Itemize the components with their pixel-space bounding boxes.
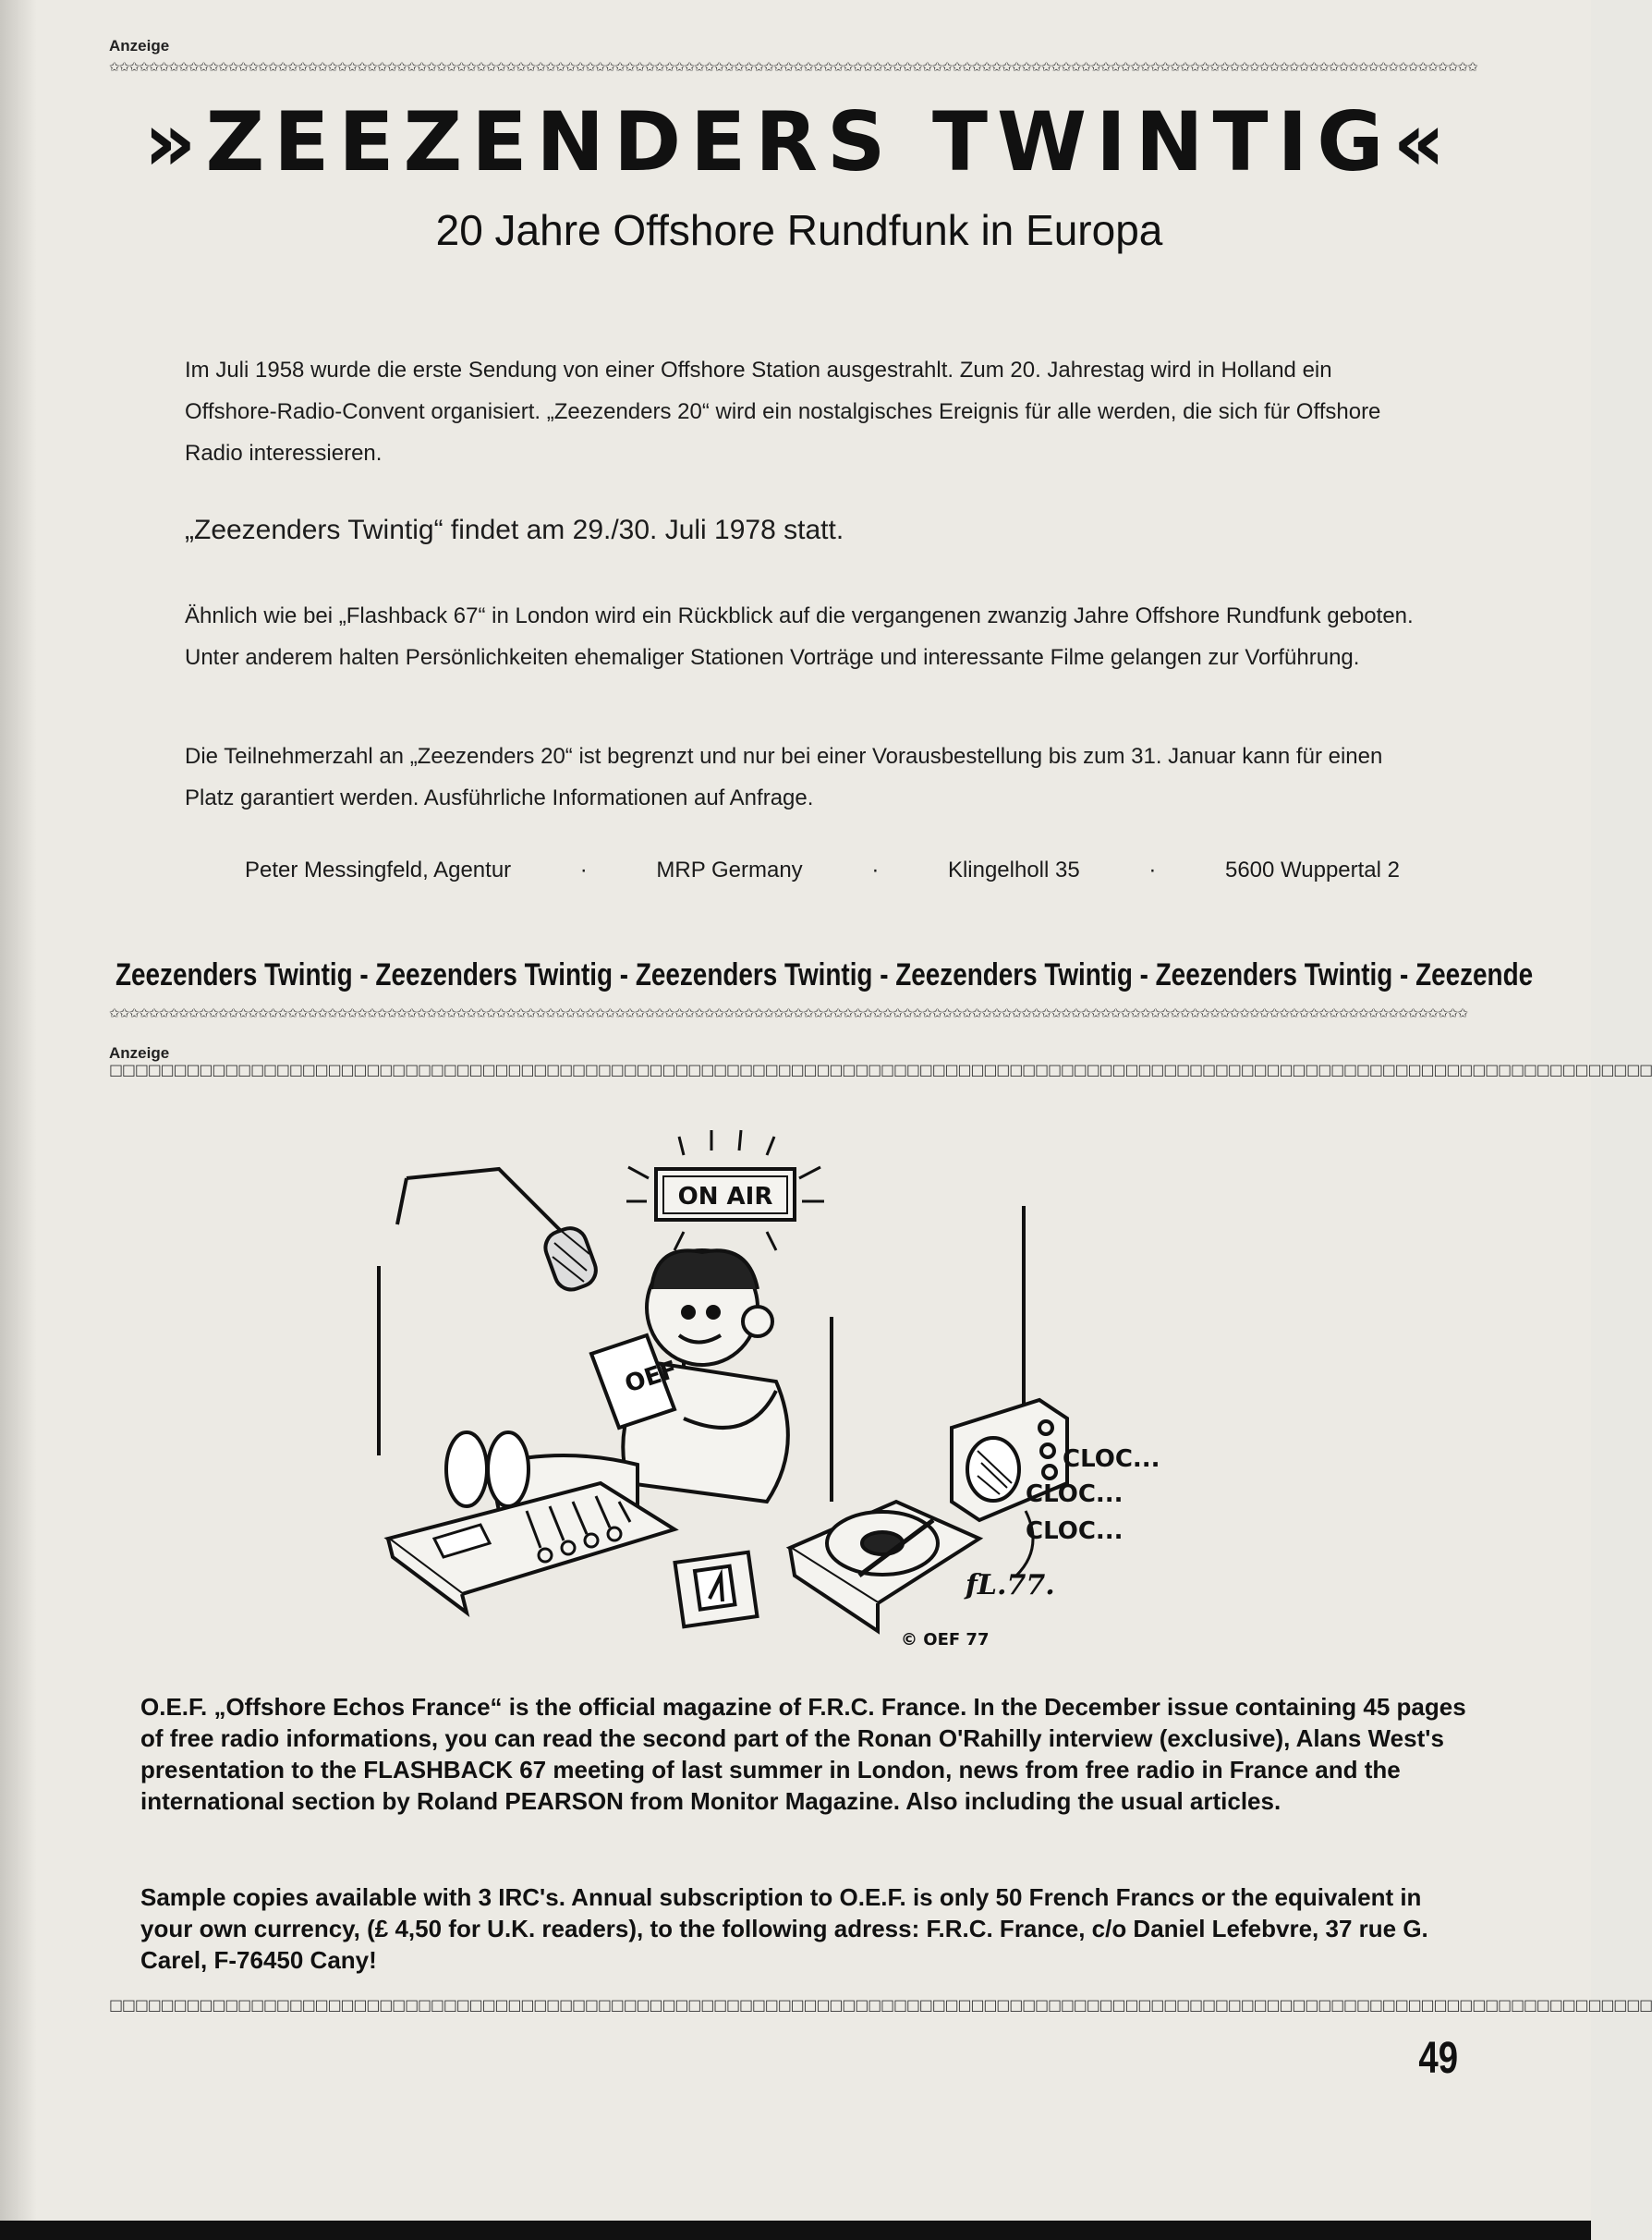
sound-effect-3: CLOC...	[1026, 1517, 1124, 1545]
sound-effect-1: CLOC...	[1063, 1445, 1160, 1473]
ad-subheadline: 20 Jahre Offshore Rundfunk in Europa	[435, 206, 1163, 254]
ad-paragraph-registration: Die Teilnehmerzahl an „Zeezenders 20“ ist begrenzt und nur bei einer Vorausbestellung bis zum 31. Januar kann für einen Platz garantiert werden. Ausführliche Informationen auf Anfrage.	[185, 744, 1383, 810]
address-company: MRP Germany	[656, 858, 803, 883]
ad-address	[245, 858, 1400, 883]
address-separator: ·	[579, 858, 588, 883]
star-border-bottom: ✩✩✩✩✩✩✩✩✩✩✩✩✩✩✩✩✩✩✩✩✩✩✩✩✩✩✩✩✩✩✩✩✩✩✩✩✩✩✩✩✩✩✩✩✩✩✩✩✩✩✩✩✩✩✩✩✩✩✩✩✩✩✩✩✩✩✩✩✩✩✩✩✩✩✩✩✩✩✩✩✩✩✩✩✩✩✩✩✩✩✩✩✩✩✩✩✩✩✩✩✩✩✩✩✩✩✩✩✩✩✩✩✩✩✩✩✩✩✩✩✩✩✩✩✩✩✩✩✩✩✩✩✩✩✩✩✩	[109, 1006, 1468, 1021]
turntable	[790, 1502, 979, 1631]
cartoon-dj-illustration	[379, 1114, 1173, 1668]
address-agency: Peter Messingfeld, Agentur	[245, 858, 512, 883]
microphone	[397, 1169, 601, 1295]
ad-paragraph-intro: Im Juli 1958 wurde die erste Sendung von einer Offshore Station ausgestrahlt. Zum 20. Jahrestag wird in Holland ein Offshore-Radio-Convent organisiert. „Zeezenders 20“ wird ein nostalgisches Ereignis für alle werden, die sich für Offshore Radio interessieren.	[185, 358, 1381, 466]
oef-description: O.E.F. „Offshore Echos France“ is the official magazine of F.R.C. France. In the December issue containing 45 pages of free radio informations, you can read the second part of the Ronan O'Rahilly interview (exclusive), Alans West's presentation to the FLASHBACK 67 meeting of last summer in London, news from free radio in France and the international section by Roland PEARSON from Monitor Magazine. Also including the usual articles.	[140, 1693, 1466, 1815]
ad-paragraph-date: „Zeezenders Twintig“ findet am 29./30. Juli 1978 statt.	[185, 515, 844, 545]
on-air-text: ON AIR	[677, 1183, 773, 1211]
box-border-bottom: □□□□□□□□□□□□□□□□□□□□□□□□□□□□□□□□□□□□□□□□□□□□□□□□□□□□□□□□□□□□□□□□□□□□□□□□□□□□□□□□□□□□□□□□□□□□□□□□□□□□□□□□□□□□□□□□□□□□□□□□	[109, 1996, 1652, 2014]
ad-paragraph-program: Ähnlich wie bei „Flashback 67“ in London wird ein Rückblick auf die vergangenen zwanzig Jahre Offshore Rundfunk geboten. Unter anderem halten Persönlichkeiten ehemaliger Stationen Vorträge und interessante Filme gelangen zur Vorführung.	[185, 603, 1414, 670]
repeat-banner: Zeezenders Twintig - Zeezenders Twintig - Zeezenders Twintig - Zeezenders Twintig - Zeezenders Twintig - Zeezende	[115, 957, 1534, 992]
magazine-text: OEF	[621, 1356, 681, 1399]
mixing-desk	[388, 1483, 674, 1613]
address-separator: ·	[871, 858, 880, 883]
artist-signature: fL.77.	[966, 1569, 1055, 1601]
oef-subscription: Sample copies available with 3 IRC's. Annual subscription to O.E.F. is only 50 French Francs or the equivalent in your own currency, (£ 4,50 for U.K. readers), to the following adress: F.R.C. France, c/o Daniel Lefebvre, 37 rue G. Carel, F-76450 Cany!	[140, 1883, 1428, 1974]
ad-label-bottom: Anzeige	[109, 1044, 170, 1062]
scan-edge	[0, 2221, 1591, 2240]
address-separator: ·	[1148, 858, 1157, 883]
ad-label-top: Anzeige	[109, 37, 170, 55]
address-street: Klingelholl 35	[947, 858, 1080, 883]
dj-figure	[446, 1250, 788, 1511]
address-city: 5600 Wuppertal 2	[1224, 858, 1400, 883]
cartridge-box	[675, 1552, 758, 1626]
star-border-top: ✩✩✩✩✩✩✩✩✩✩✩✩✩✩✩✩✩✩✩✩✩✩✩✩✩✩✩✩✩✩✩✩✩✩✩✩✩✩✩✩✩✩✩✩✩✩✩✩✩✩✩✩✩✩✩✩✩✩✩✩✩✩✩✩✩✩✩✩✩✩✩✩✩✩✩✩✩✩✩✩✩✩✩✩✩✩✩✩✩✩✩✩✩✩✩✩✩✩✩✩✩✩✩✩✩✩✩✩✩✩✩✩✩✩✩✩✩✩✩✩✩✩✩✩✩✩✩✩✩✩✩✩✩✩✩✩✩✩	[109, 60, 1477, 75]
sound-effect-2: CLOC...	[1026, 1480, 1124, 1508]
binding-shadow	[0, 0, 37, 2240]
ad-headline: »ZEEZENDERS TWINTIG«	[143, 94, 1455, 189]
box-border-top: □□□□□□□□□□□□□□□□□□□□□□□□□□□□□□□□□□□□□□□□□□□□□□□□□□□□□□□□□□□□□□□□□□□□□□□□□□□□□□□□□□□□□□□□□□□□□□□□□□□□□□□□□□□□□□□□□□□□□□□□	[109, 1061, 1652, 1078]
page-number: 49	[1418, 2034, 1459, 2083]
cartoon-copyright: © OEF 77	[901, 1630, 990, 1650]
